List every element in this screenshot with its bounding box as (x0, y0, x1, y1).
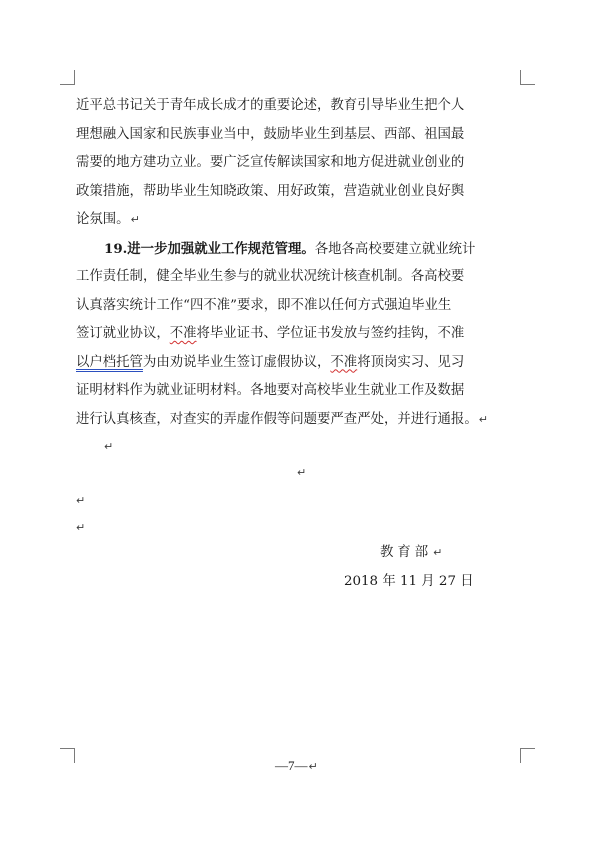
page-number: —7—↵ (275, 758, 318, 773)
grammar-underline[interactable]: 以户档托管 (76, 354, 143, 370)
crop-mark-bottom-left (60, 748, 75, 763)
crop-mark-top-left (60, 70, 75, 85)
paragraph-mark-icon: ↵ (478, 412, 488, 426)
paragraph-2-line-3: 认真落实统计工作“四不准”要求，即不准以任何方式强迫毕业生 (76, 297, 452, 313)
paragraph-mark-icon: ↵ (76, 494, 86, 507)
paragraph-mark-icon: ↵ (308, 760, 318, 773)
paragraph-1-line-5: 论氛围。↵ (76, 212, 140, 227)
paragraph-mark-icon: ↵ (130, 213, 140, 226)
crop-mark-top-right (520, 70, 535, 85)
paragraph-1-line-1: 近平总书记关于青年成长成才的重要论述，教育引导毕业生把个人 (76, 98, 465, 113)
paragraph-mark-icon: ↵ (76, 521, 86, 534)
spellcheck-underline[interactable]: 不准 (169, 326, 197, 341)
paragraph-2-line-6: 证明材料作为就业证明材料。各地要对高校毕业生就业工作及数据 (76, 383, 465, 398)
paragraph-2-line-7: 进行认真核查，对查实的弄虚作假等问题要严查严处，并进行通报。↵ (76, 411, 488, 427)
paragraph-1-line-3: 需要的地方建功立业。要广泛宣传解读国家和地方促进就业创业的 (76, 155, 465, 170)
paragraph-2-line-5: 以户档托管为由劝说毕业生签订虚假协议，不准将顶岗实习、见习 (76, 354, 465, 370)
paragraph-2-line-4: 签订就业协议，不准将毕业证书、学位证书发放与签约挂钩，不准 (76, 326, 465, 341)
paragraph-mark-icon: ↵ (433, 546, 447, 559)
paragraph-2-line-1: 19.进一步加强就业工作规范管理。各地各高校要建立就业统计 (104, 240, 476, 257)
paragraph-2-line-2: 工作责任制，健全毕业生参与的就业状况统计核查机制。各高校要 (76, 269, 465, 284)
spellcheck-underline[interactable]: 不准 (330, 354, 358, 370)
paragraph-1-line-4: 政策措施，帮助毕业生知晓政策、用好政策，营造就业创业良好舆 (76, 183, 465, 199)
issue-date: 2018 年 11 月 27 日 (344, 574, 474, 589)
document-body[interactable] (76, 92, 526, 434)
crop-mark-bottom-right (520, 748, 535, 763)
paragraph-mark-icon: ↵ (297, 466, 307, 479)
paragraph-1-line-2: 理想融入国家和民族事业当中，鼓励毕业生到基层、西部、祖国最 (76, 126, 465, 142)
issuer-signature: 教育部↵ (380, 545, 447, 560)
section-heading: 19.进一步加强就业工作规范管理。 (104, 240, 315, 257)
paragraph-mark-icon: ↵ (104, 440, 114, 453)
